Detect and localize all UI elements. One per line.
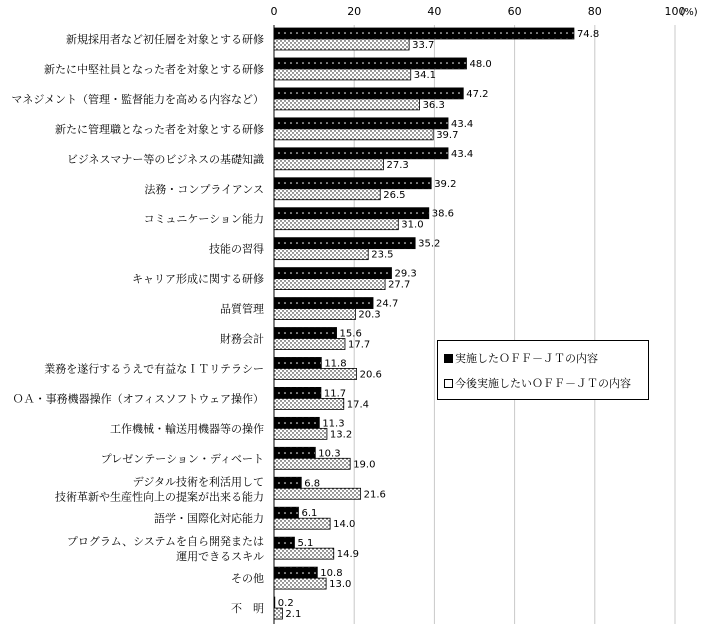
category-label: コミュニケーション能力 (143, 212, 264, 226)
bar-implemented (274, 477, 301, 488)
data-label: 35.2 (418, 238, 441, 250)
bar-implemented (274, 537, 294, 548)
category-label: 工作機械・輸送用機器等の操作 (110, 422, 264, 436)
category-label: 新たに管理職となった者を対象とする研修 (55, 122, 264, 136)
bar-implemented (274, 387, 321, 398)
data-label: 24.7 (376, 298, 399, 310)
category-label: 法務・コンプライアンス (144, 182, 264, 196)
data-label: 19.0 (353, 459, 376, 471)
bar-implemented (274, 447, 315, 458)
category-label: 財務会計 (220, 332, 264, 346)
data-label: 17.4 (346, 399, 370, 411)
bar-implemented (274, 268, 391, 279)
legend-label-planned: 今後実施したいＯＦＦ－ＪＴの内容 (455, 377, 631, 390)
category-label: 技能の習得 (209, 242, 264, 256)
category-label: 不 明 (231, 602, 264, 616)
data-label: 0.2 (277, 598, 294, 610)
data-label: 33.7 (412, 40, 435, 51)
bar-implemented (274, 118, 448, 129)
data-label: 15.6 (339, 328, 362, 340)
bar-implemented (274, 507, 298, 518)
data-label: 38.6 (431, 208, 455, 220)
data-label: 11.8 (324, 358, 347, 370)
bar-planned (274, 398, 344, 409)
x-tick-label: 20 (347, 5, 362, 18)
data-label: 74.8 (576, 29, 600, 40)
data-label: 36.3 (422, 99, 445, 111)
category-label: 新規採用者など初任層を対象とする研修 (66, 33, 264, 46)
bar-implemented (274, 597, 275, 608)
data-label: 2.1 (285, 609, 302, 621)
category-label-line: 技術革新や生産性向上の提案が出来る能力 (55, 490, 264, 504)
bar-planned (274, 159, 383, 170)
category-label: ＯＡ・事務機器操作（オフィスソフトウェア操作） (12, 392, 264, 406)
category-label: 品質管理 (220, 302, 264, 316)
bar-planned (274, 428, 327, 439)
bar-planned (274, 458, 350, 469)
bar-implemented (274, 28, 574, 39)
x-tick-label: 60 (507, 5, 522, 18)
data-label: 14.9 (336, 549, 360, 561)
category-label-line: デジタル技術を利活用して (132, 475, 264, 489)
x-tick-label: 100 (664, 5, 686, 18)
bar-planned (274, 518, 330, 529)
bar-implemented (274, 178, 431, 189)
category-label: その他 (231, 572, 264, 586)
data-label: 48.0 (469, 58, 492, 70)
bar-planned (274, 99, 420, 110)
legend-swatch-dark (444, 354, 453, 363)
bar-planned (274, 249, 368, 260)
category-label: マネジメント（管理・監督能力を高める内容など） (11, 92, 264, 106)
data-label: 39.7 (436, 129, 459, 141)
legend (437, 340, 649, 400)
bar-planned (274, 548, 334, 559)
data-label: 27.7 (388, 279, 411, 291)
category-label: キャリア形成に関する研修 (132, 272, 264, 286)
data-label: 20.6 (359, 369, 382, 381)
data-label: 26.5 (383, 189, 406, 201)
data-label: 10.8 (320, 568, 343, 580)
bar-implemented (274, 238, 415, 249)
axis-unit-label: (%) (680, 7, 698, 18)
bar-planned (274, 129, 433, 140)
legend-item-implemented (444, 350, 598, 366)
bar-implemented (274, 328, 337, 339)
bar-planned (274, 189, 380, 200)
category-label: プレゼンテーション・ディベート (100, 452, 264, 466)
data-label: 31.0 (401, 219, 424, 231)
bar-implemented (274, 208, 429, 219)
bar-implemented (274, 417, 319, 428)
data-label: 43.4 (451, 148, 474, 160)
bar-implemented (274, 88, 463, 99)
data-label: 13.0 (329, 579, 352, 591)
legend-item-planned (444, 375, 631, 391)
bar-planned (274, 69, 411, 80)
category-label-line: プログラム、システムを自ら開発または (66, 535, 264, 549)
bar-implemented (274, 357, 321, 368)
x-tick-label: 40 (427, 5, 442, 18)
category-label: ビジネスマナー等のビジネスの基礎知識 (66, 152, 264, 166)
data-label: 6.1 (301, 508, 318, 520)
category-label: 業務を遂行するうえで有益なＩＴリテラシー (44, 362, 264, 376)
bar-planned (274, 368, 357, 379)
data-label: 34.1 (413, 69, 437, 81)
bar-planned (274, 279, 385, 290)
data-label: 39.2 (434, 178, 457, 190)
data-label: 6.8 (304, 478, 321, 490)
bar-planned (274, 608, 282, 619)
bar-implemented (274, 58, 466, 69)
data-label: 20.3 (358, 309, 381, 321)
legend-label-implemented: 実施したＯＦＦ－ＪＴの内容 (455, 352, 598, 365)
bar-planned (274, 39, 409, 50)
bar-planned (274, 339, 345, 350)
data-label: 21.6 (363, 489, 386, 501)
bar-planned (274, 219, 398, 230)
data-label: 10.3 (318, 448, 341, 460)
data-label: 13.2 (329, 429, 353, 441)
bar-implemented (274, 567, 317, 578)
bar-planned (274, 578, 326, 589)
category-label: 語学・国際化対応能力 (154, 512, 264, 526)
bar-planned (274, 309, 355, 320)
data-label: 27.3 (386, 159, 409, 171)
bar-implemented (274, 148, 448, 159)
data-label: 43.4 (451, 118, 474, 130)
legend-swatch-light (444, 379, 453, 388)
x-tick-label: 80 (587, 5, 602, 18)
data-label: 29.3 (394, 268, 417, 280)
data-label: 5.1 (297, 538, 314, 550)
data-label: 47.2 (466, 88, 489, 100)
data-label: 11.7 (323, 388, 347, 400)
bar-implemented (274, 298, 373, 309)
data-label: 14.0 (333, 519, 356, 531)
data-label: 11.3 (322, 418, 345, 430)
category-label (67, 534, 264, 563)
category-label (55, 474, 264, 503)
data-label: 17.7 (347, 339, 371, 351)
data-label: 23.5 (371, 249, 394, 261)
bar-planned (274, 488, 361, 499)
category-label: 新たに中堅社員となった者を対象とする研修 (44, 62, 264, 76)
category-label-line: 運用できるスキル (176, 550, 264, 564)
x-tick-label: 0 (270, 5, 278, 18)
